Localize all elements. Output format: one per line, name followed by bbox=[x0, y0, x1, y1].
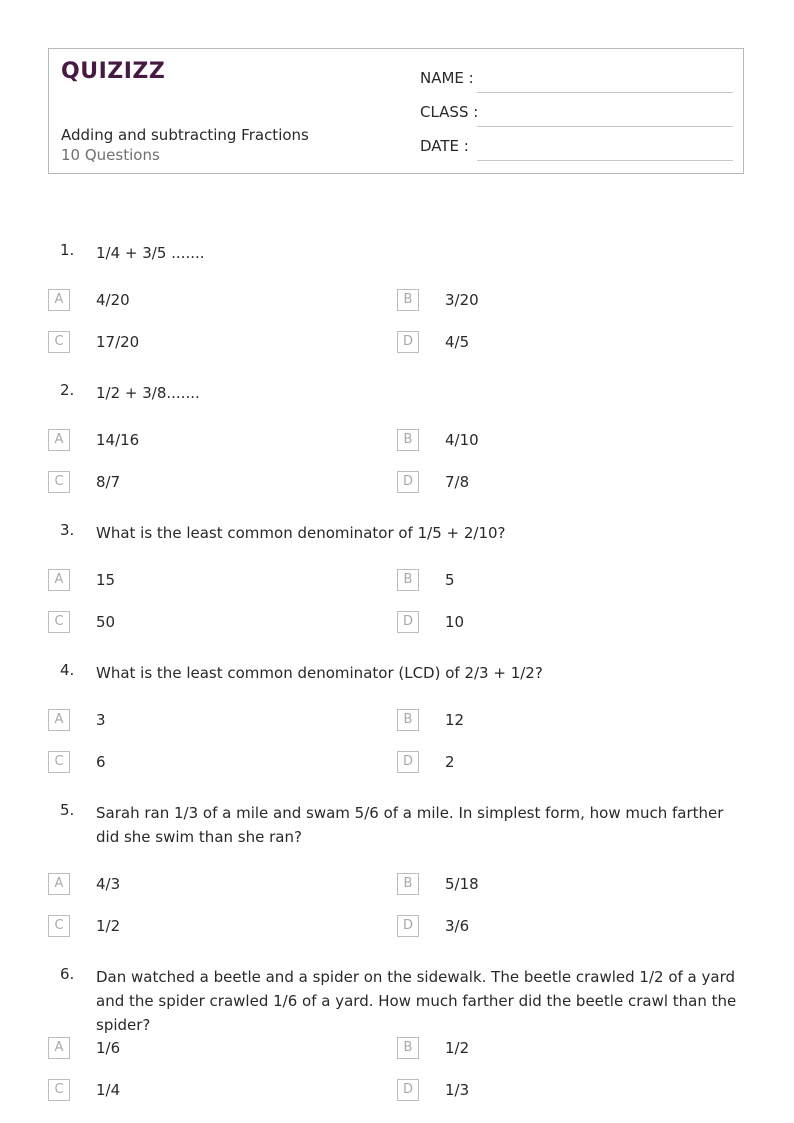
question-text: 1/4 + 3/5 ....... bbox=[96, 244, 205, 262]
option-text: 4/10 bbox=[445, 431, 479, 449]
class-label: CLASS : bbox=[420, 103, 479, 121]
option-c bbox=[48, 331, 348, 355]
option-c bbox=[48, 471, 348, 495]
option-letter: D bbox=[397, 1079, 419, 1101]
date-line bbox=[477, 160, 733, 161]
question-number: 5. bbox=[60, 801, 75, 819]
option-text: 3/6 bbox=[445, 917, 470, 935]
option-letter: D bbox=[397, 751, 419, 773]
option-text: 15 bbox=[96, 571, 116, 589]
quizizz-logo: QUIZIZZ bbox=[61, 59, 166, 84]
option-letter: D bbox=[397, 611, 419, 633]
worksheet-header bbox=[48, 48, 744, 174]
option-b bbox=[397, 569, 697, 593]
option-c bbox=[48, 915, 348, 939]
option-text: 12 bbox=[445, 711, 465, 729]
name-line bbox=[477, 92, 733, 93]
option-letter: A bbox=[48, 709, 70, 731]
date-field bbox=[420, 137, 733, 159]
option-text: 5 bbox=[445, 571, 455, 589]
option-letter: A bbox=[48, 429, 70, 451]
option-letter: B bbox=[397, 289, 419, 311]
option-text: 3/20 bbox=[445, 291, 479, 309]
question-text: What is the least common denominator of 1/5 + 2/10? bbox=[96, 524, 506, 542]
question-text: Dan watched a beetle and a spider on the sidewalk. The beetle crawled 1/2 of a yard and the spider crawled 1/6 of a yard. How much farther did the beetle crawl than the spider? bbox=[96, 968, 737, 1034]
option-text: 1/6 bbox=[96, 1039, 121, 1057]
option-letter: C bbox=[48, 751, 70, 773]
option-letter: A bbox=[48, 569, 70, 591]
option-text: 8/7 bbox=[96, 473, 121, 491]
option-text: 1/2 bbox=[96, 917, 121, 935]
option-b bbox=[397, 709, 697, 733]
option-text: 14/16 bbox=[96, 431, 140, 449]
question-number: 4. bbox=[60, 661, 75, 679]
option-text: 2 bbox=[445, 753, 455, 771]
option-letter: B bbox=[397, 429, 419, 451]
option-d bbox=[397, 331, 697, 355]
name-field bbox=[420, 69, 733, 91]
question-text: Sarah ran 1/3 of a mile and swam 5/6 of a mile. In simplest form, how much farther did she swim than she ran? bbox=[96, 804, 724, 846]
option-text: 1/3 bbox=[445, 1081, 470, 1099]
option-text: 6 bbox=[96, 753, 106, 771]
option-a bbox=[48, 569, 348, 593]
option-text: 17/20 bbox=[96, 333, 140, 351]
option-b bbox=[397, 1037, 697, 1061]
option-letter: C bbox=[48, 1079, 70, 1101]
question-number: 3. bbox=[60, 521, 75, 539]
option-text: 5/18 bbox=[445, 875, 479, 893]
worksheet-title: Adding and subtracting Fractions bbox=[61, 126, 309, 144]
option-text: 10 bbox=[445, 613, 465, 631]
option-c bbox=[48, 611, 348, 635]
option-letter: A bbox=[48, 289, 70, 311]
option-d bbox=[397, 1079, 697, 1103]
class-field bbox=[420, 103, 733, 125]
option-letter: D bbox=[397, 331, 419, 353]
option-b bbox=[397, 429, 697, 453]
question-count: 10 Questions bbox=[61, 146, 160, 164]
option-letter: C bbox=[48, 471, 70, 493]
option-letter: B bbox=[397, 873, 419, 895]
option-a bbox=[48, 1037, 348, 1061]
option-d bbox=[397, 751, 697, 775]
option-text: 4/5 bbox=[445, 333, 470, 351]
option-letter: A bbox=[48, 873, 70, 895]
question-text: What is the least common denominator (LCD) of 2/3 + 1/2? bbox=[96, 664, 543, 682]
option-b bbox=[397, 289, 697, 313]
class-line bbox=[477, 126, 733, 127]
option-d bbox=[397, 915, 697, 939]
option-letter: D bbox=[397, 471, 419, 493]
date-label: DATE : bbox=[420, 137, 469, 155]
question-number: 1. bbox=[60, 241, 75, 259]
question-number: 2. bbox=[60, 381, 75, 399]
option-letter: A bbox=[48, 1037, 70, 1059]
option-letter: C bbox=[48, 915, 70, 937]
option-letter: B bbox=[397, 1037, 419, 1059]
option-d bbox=[397, 471, 697, 495]
option-a bbox=[48, 873, 348, 897]
option-letter: B bbox=[397, 569, 419, 591]
option-c bbox=[48, 1079, 348, 1103]
option-a bbox=[48, 429, 348, 453]
option-text: 7/8 bbox=[445, 473, 470, 491]
option-c bbox=[48, 751, 348, 775]
option-text: 4/20 bbox=[96, 291, 130, 309]
option-a bbox=[48, 709, 348, 733]
option-text: 50 bbox=[96, 613, 116, 631]
option-b bbox=[397, 873, 697, 897]
option-letter: D bbox=[397, 915, 419, 937]
question-number: 6. bbox=[60, 965, 75, 983]
option-text: 1/4 bbox=[96, 1081, 121, 1099]
option-text: 3 bbox=[96, 711, 106, 729]
option-d bbox=[397, 611, 697, 635]
option-letter: B bbox=[397, 709, 419, 731]
name-label: NAME : bbox=[420, 69, 474, 87]
option-letter: C bbox=[48, 611, 70, 633]
option-text: 1/2 bbox=[445, 1039, 470, 1057]
option-text: 4/3 bbox=[96, 875, 121, 893]
question-text: 1/2 + 3/8....... bbox=[96, 384, 200, 402]
option-letter: C bbox=[48, 331, 70, 353]
option-a bbox=[48, 289, 348, 313]
